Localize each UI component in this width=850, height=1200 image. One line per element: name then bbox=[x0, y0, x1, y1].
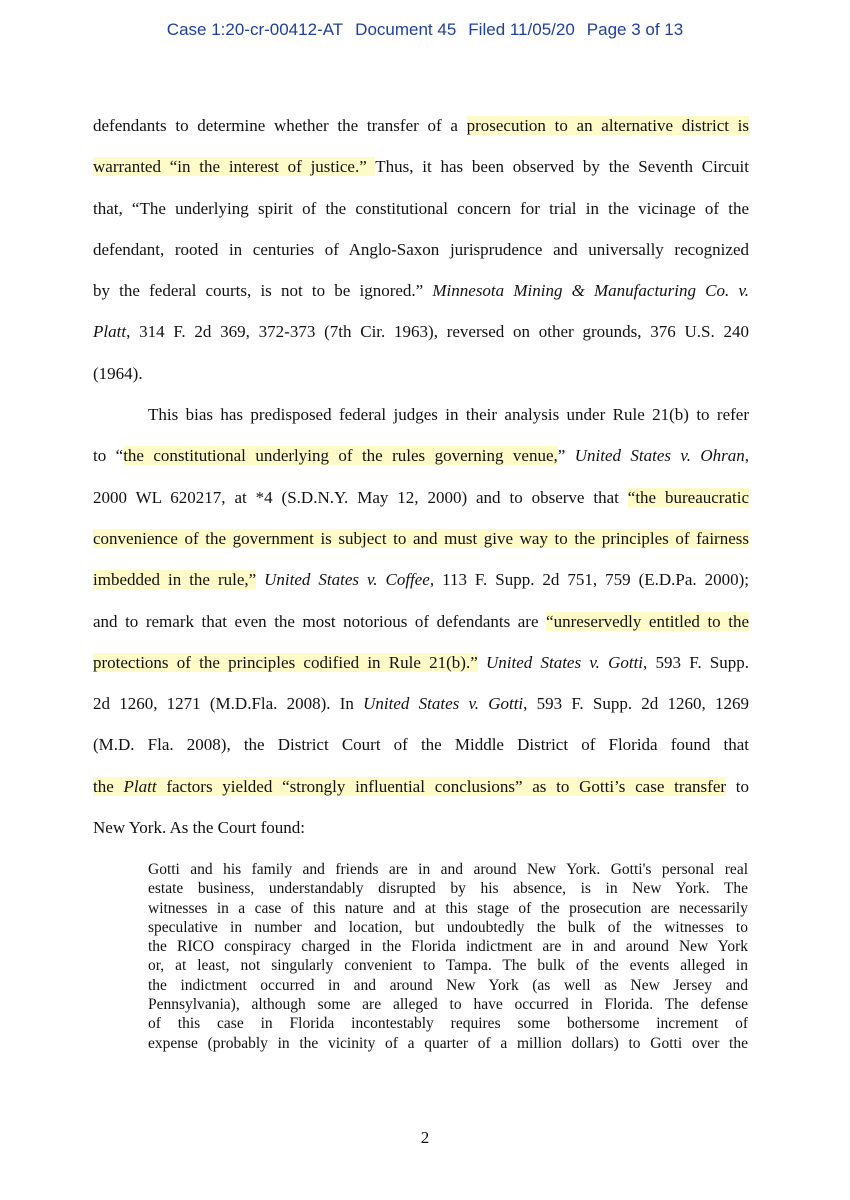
text-line bbox=[93, 601, 749, 642]
text-line: (M.D. Fla. 2008), the District Court of the Middle District of Florida found that bbox=[93, 735, 749, 755]
quote-line: the indictment occurred in and around New York (as well as New Jersey and bbox=[148, 976, 748, 994]
text-run: defendants to determine whether the transfer of a bbox=[93, 116, 467, 135]
case-citation: United States v. Gotti bbox=[363, 694, 524, 714]
quote-line: expense (probably in the vicinity of a quarter of a million dollars) to Gotti over the bbox=[148, 1034, 748, 1052]
quote-line: Pennsylvania), although some are alleged to have occurred in Florida. The defense bbox=[148, 996, 748, 1014]
text-line: (1964). bbox=[93, 363, 143, 383]
case-citation: United States v. Gotti bbox=[485, 652, 644, 672]
text-run: , 113 F. Supp. 2d 751, 759 (E.D.Pa. 2000); bbox=[429, 570, 749, 590]
text-run: , bbox=[744, 446, 749, 466]
paragraph-2 bbox=[93, 394, 749, 848]
text-run: and to remark that even the most notorious of defendants are bbox=[93, 611, 547, 631]
text-line bbox=[93, 518, 749, 559]
header-page: Page 3 of 13 bbox=[586, 20, 684, 39]
text-run: 2000 WL 620217, at *4 (S.D.N.Y. May 12, 2000) and to observe that bbox=[93, 487, 628, 507]
text-line bbox=[93, 435, 749, 476]
text-run: 2d 1260, 1271 (M.D.Fla. 2008). In bbox=[93, 694, 364, 714]
quote-line: witnesses in a case of this nature and at this stage of the prosecution are necessarily bbox=[148, 899, 748, 917]
highlighted-text: protections of the principles codified in Rule 21(b).” bbox=[93, 652, 478, 672]
header-filed-date: Filed 11/05/20 bbox=[468, 20, 575, 39]
highlighted-text: “unreservedly entitled to the bbox=[546, 611, 749, 631]
header-case-number: Case 1:20-cr-00412-AT bbox=[166, 20, 344, 39]
text-line bbox=[93, 105, 749, 146]
text-line: that, “The underlying spirit of the constitutional concern for trial in the vicinage of the bbox=[93, 198, 749, 218]
case-citation: United States v. Coffee bbox=[264, 570, 430, 590]
text-line: defendant, rooted in centuries of Anglo-Saxon jurisprudence and universally recognized bbox=[93, 239, 749, 259]
text-line bbox=[93, 311, 749, 352]
quote-line: the RICO conspiracy charged in the Florida indictment are in and around New York bbox=[148, 938, 748, 956]
paragraph-1 bbox=[93, 105, 749, 394]
highlighted-text: convenience of the government is subject to and must give way to the principles of fairness bbox=[93, 528, 749, 548]
text-line bbox=[93, 766, 749, 807]
text-run: , 593 F. Supp. bbox=[643, 652, 750, 672]
quote-line: Gotti and his family and friends are in and around New York. Gotti's personal real bbox=[148, 861, 748, 878]
text-run: to “ bbox=[93, 446, 124, 466]
case-citation: Platt bbox=[93, 322, 127, 342]
highlighted-text: imbedded in the rule,” bbox=[93, 570, 257, 590]
text-run bbox=[256, 570, 264, 589]
document-body bbox=[93, 105, 749, 848]
text-run: the bbox=[93, 776, 124, 796]
quote-line: speculative in number and location, but undoubtedly the bulk of the witnesses to bbox=[148, 918, 748, 936]
case-citation: Platt bbox=[123, 776, 157, 796]
highlighted-text: “the bureaucratic bbox=[627, 487, 749, 507]
text-run: to bbox=[726, 776, 749, 796]
text-line bbox=[93, 683, 749, 724]
text-line bbox=[93, 559, 749, 600]
case-citation: Minnesota Mining & Manufacturing Co. v. bbox=[432, 281, 749, 301]
highlighted-text: prosecution to an alternative district is bbox=[466, 116, 750, 135]
text-line bbox=[93, 270, 749, 311]
text-run: ” bbox=[557, 446, 575, 466]
quote-line: of this case in Florida incontestably requires some bothersome increment of bbox=[148, 1015, 748, 1033]
ecf-header bbox=[0, 20, 850, 40]
text-line: This bias has predisposed federal judges in their analysis under Rule 21(b) to refer bbox=[148, 405, 749, 425]
page-number: 2 bbox=[420, 1128, 430, 1147]
text-run: factors yielded “strongly influential conclusions” as to Gotti’s case transfer bbox=[156, 776, 727, 796]
text-line bbox=[93, 477, 749, 518]
highlighted-text: warranted “in the interest of justice.” bbox=[93, 157, 376, 177]
text-line bbox=[93, 146, 749, 187]
header-document: Document 45 bbox=[355, 20, 457, 39]
text-line: New York. As the Court found: bbox=[93, 818, 306, 838]
text-run: , 593 F. Supp. 2d 1260, 1269 bbox=[523, 694, 749, 714]
text-line bbox=[93, 642, 749, 683]
highlighted-text: the constitutional underlying of the rules governing venue, bbox=[123, 446, 558, 466]
block-quote bbox=[148, 860, 748, 1053]
quote-line: estate business, understandably disrupted by his absence, is in New York. The bbox=[148, 880, 748, 898]
text-run: by the federal courts, is not to be ignored.” bbox=[93, 281, 433, 301]
text-run: Thus, it has been observed by the Seventh Circuit bbox=[375, 157, 749, 177]
highlighted-text bbox=[93, 777, 726, 796]
quote-line: or, at least, not singularly convenient to Tampa. The bulk of the events alleged in bbox=[148, 957, 748, 975]
text-run bbox=[478, 653, 486, 672]
case-citation: United States v. Ohran bbox=[574, 446, 745, 466]
text-run: , 314 F. 2d 369, 372-373 (7th Cir. 1963), reversed on other grounds, 376 U.S. 240 bbox=[126, 322, 749, 342]
